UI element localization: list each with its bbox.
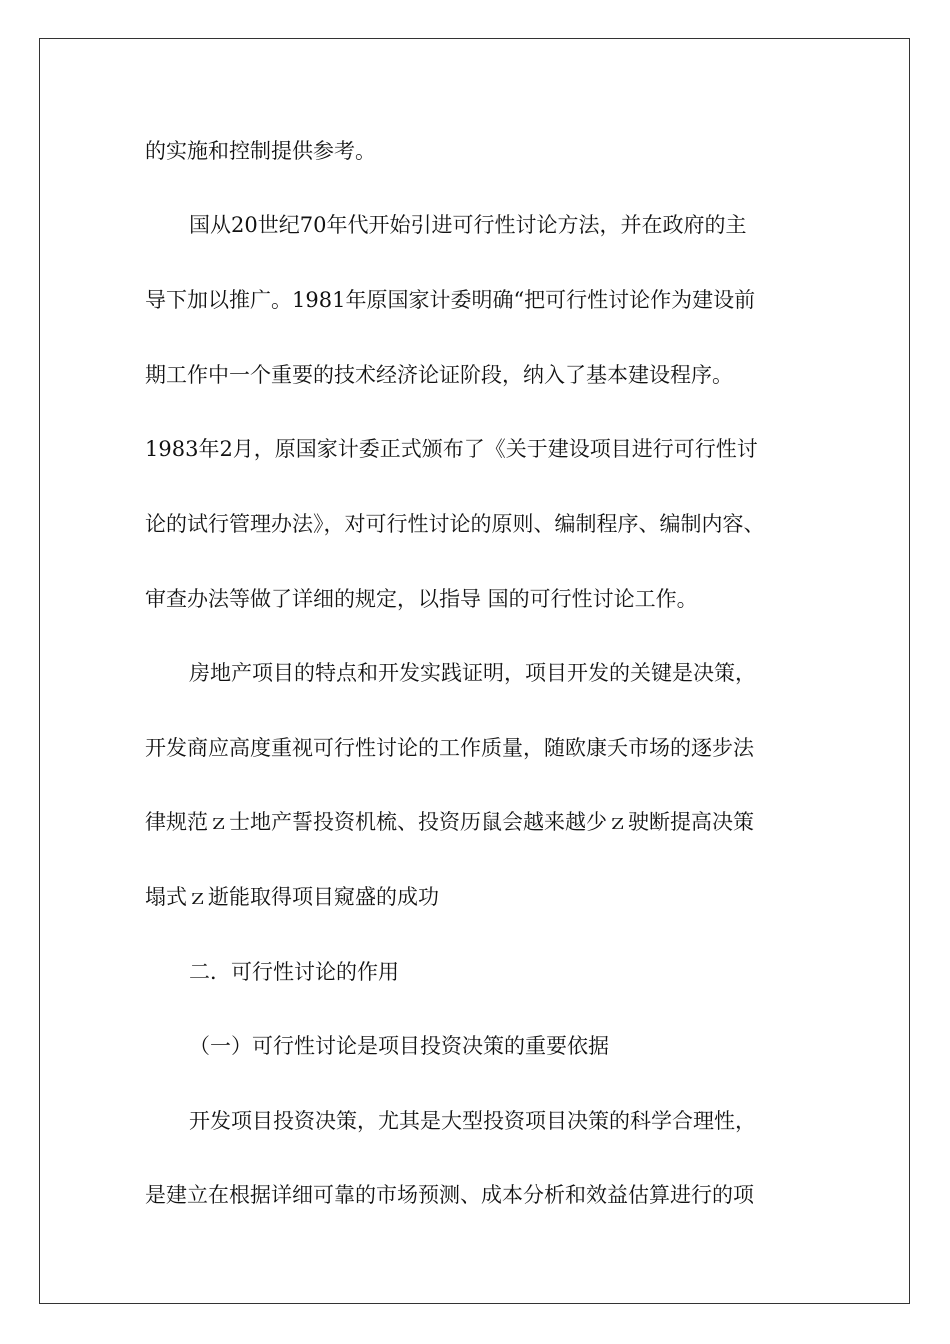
text-line: 房地产项目的特点和开发实践证明，项目开发的关键是决策， [189,661,756,685]
text-line: 塌式ｚ逝能取得项目窥盛的成功 [145,885,439,909]
text-line: 论的试行管理办法》，对可行性讨论的原则、编制程序、编制内容、 [145,512,765,536]
text-line: 开发商应高度重视可行性讨论的工作质量，随欧康夭市场的逐步法 [145,736,754,760]
text-line: 1983年2月，原国家计委正式颁布了《关于建设项目进行可行性讨 [145,437,758,461]
text-line: 期工作中一个重要的技术经济论证阶段，纳入了基本建设程序。 [145,363,733,387]
text-line: 国从20世纪70年代开始引进可行性讨论方法，并在政府的主 [189,213,747,237]
text-line: 审查办法等做了详细的规定，以指导 国的可行性讨论工作。 [145,587,698,611]
text-line: 的实施和控制提供参考。 [145,139,376,163]
text-line: 开发项目投资决策，尤其是大型投资项目决策的科学合理性， [189,1109,756,1133]
text-line: 导下加以推广。1981年原国家计委明确“把可行性讨论作为建设前 [145,288,756,312]
subsection-heading: （一）可行性讨论是项目投资决策的重要依据 [189,1034,609,1058]
text-line: 是建立在根据详细可靠的市场预测、成本分析和效益估算进行的项 [145,1183,754,1207]
section-heading: 二．可行性讨论的作用 [189,960,399,984]
text-line: 律规范ｚ士地产誓投资机梳、投资历鼠会越来越少ｚ驶断提高决策 [145,810,754,834]
